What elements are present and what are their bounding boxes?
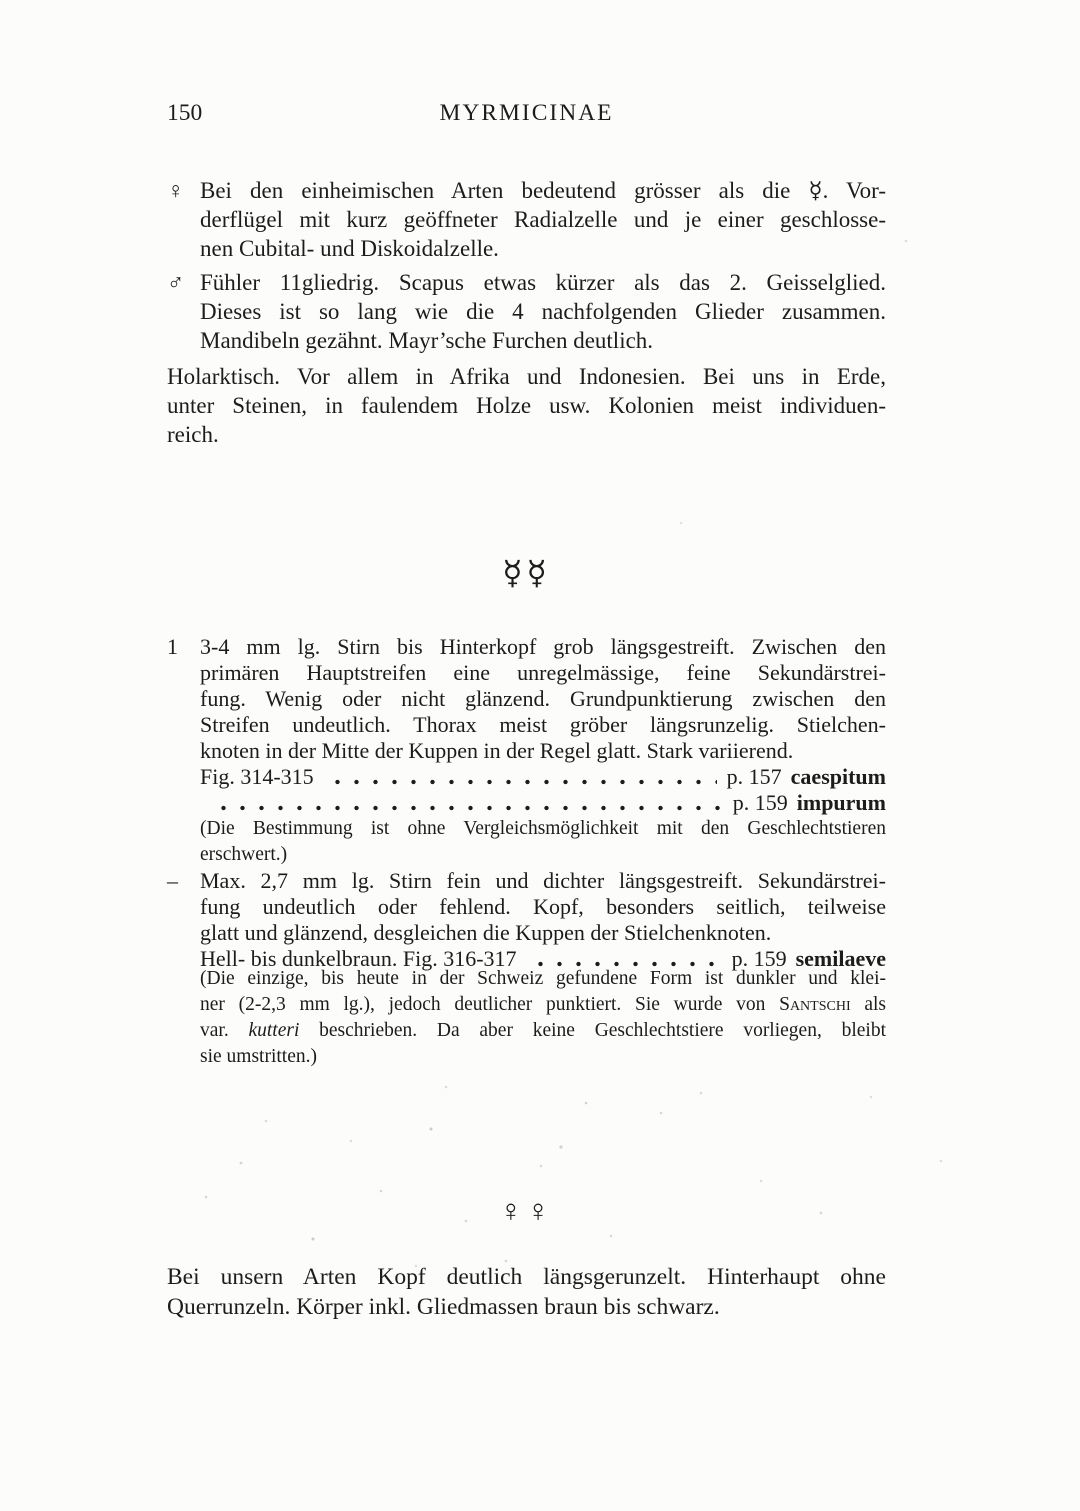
text-line: fung. Wenig oder nicht glänzend. Grundpunktierung zwischen den [200,686,886,711]
text-line: knoten in der Mitte der Kuppen in der Regel glatt. Stark variierend. [200,738,794,763]
key-entry-caespitum [200,764,886,790]
key-item-1-note [200,816,886,868]
key-item-2-note [200,966,886,1070]
leader-dots [328,778,717,786]
key-item-1-text [200,634,886,764]
text-line: (Die Bestimmung ist ohne Vergleichsmöglichkeit mit den Geschlechtstieren [200,818,886,839]
paragraph-queen-description [167,176,886,263]
key-entry-figure-ref: Fig. 314-315 [200,764,314,789]
key-item-2-text [200,868,886,946]
species-name-caespitum: caespitum [790,764,886,789]
paragraph-females-description [167,1262,886,1322]
key-entry-figure-ref: Hell- bis dunkelbraun. Fig. 316-317 [200,946,517,971]
text-line: reich. [167,422,219,447]
text-line: Bei den einheimischen Arten bedeutend grösser als die ☿. Vor- [200,178,886,203]
mercury-signs-icon: ☿☿ [502,556,551,592]
text-line: glatt und glänzend, desgleichen die Kuppen der Stielchenknoten. [200,920,772,945]
male-sign-icon: ♂ [167,270,185,295]
text-line: Fühler 11gliedrig. Scapus etwas kürzer als das 2. Geisselglied. [200,270,886,295]
variety-name-italic: kutteri [248,1020,300,1041]
text-line: derflügel mit kurz geöffneter Radialzelle und je einer geschlosse- [200,207,886,232]
species-name-impurum: impurum [796,790,886,815]
key-item-1 [167,634,886,868]
author-name-smallcaps: Santschi [779,994,851,1015]
text-line: ner (2-2,3 mm lg.), jedoch deutlicher punktiert. Sie wurde von Santschi als [200,994,886,1015]
text-line: nen Cubital- und Diskoidalzelle. [200,236,499,261]
text-line: unter Steinen, in faulendem Holze usw. Kolonien meist individuen- [167,393,886,418]
paragraph-queen-text [200,176,886,263]
text-line: var. kutteri beschrieben. Da aber keine Geschlechtstiere vorliegen, bleibt [200,1020,886,1041]
leader-dots [214,804,723,812]
text-line: Mandibeln gezähnt. Mayr’sche Furchen deutlich. [200,328,654,353]
paragraph-distribution [167,362,886,449]
text-line: (Die einzige, bis heute in der Schweiz gefundene Form ist dunkler und klei- [200,968,886,989]
page-header [167,99,886,128]
female-caste-heading [167,1192,886,1230]
page-number: 150 [167,100,203,126]
key-item-1-number: 1 [167,634,178,659]
text-line: sie umstritten.) [200,1046,317,1067]
key-entry-impurum [200,790,886,816]
text-line: Bei unsern Arten Kopf deutlich längsgerunzelt. Hinterhaupt ohne [167,1264,886,1290]
text-line: Holarktisch. Vor allem in Afrika und Indonesien. Bei uns in Erde, [167,364,886,389]
female-signs-icon: ♀♀ [499,1193,554,1228]
text-line: Max. 2,7 mm lg. Stirn fein und dichter längsgestreift. Sekundärstrei- [200,868,886,893]
running-head: MYRMICINAE [439,100,614,126]
key-item-dash-marker: – [167,868,178,893]
text-line: primären Hauptstreifen eine unregelmässige, feine Sekundärstrei- [200,660,886,685]
text-line: fung undeutlich oder fehlend. Kopf, besonders seitlich, teilweise [200,894,886,919]
text-line: 3-4 mm lg. Stirn bis Hinterkopf grob längsgestreift. Zwischen den [200,634,886,659]
text-line: Streifen undeutlich. Thorax meist gröber längsrunzelig. Stielchen- [200,712,886,737]
page-reference: p. 157 [726,764,782,789]
paragraph-male-text [200,268,886,355]
worker-caste-heading [167,554,886,594]
text-line: Querrunzeln. Körper inkl. Gliedmassen braun bis schwarz. [167,1294,720,1320]
species-name-semilaeve: semilaeve [795,946,886,971]
female-sign-icon: ♀ [167,178,185,203]
text-line: Dieses ist so lang wie die 4 nachfolgenden Glieder zusammen. [200,299,886,324]
page-reference: p. 159 [731,946,787,971]
key-item-alternative [167,868,886,1070]
page-reference: p. 159 [732,790,788,815]
text-line: erschwert.) [200,844,288,865]
paragraph-male-description [167,268,886,355]
